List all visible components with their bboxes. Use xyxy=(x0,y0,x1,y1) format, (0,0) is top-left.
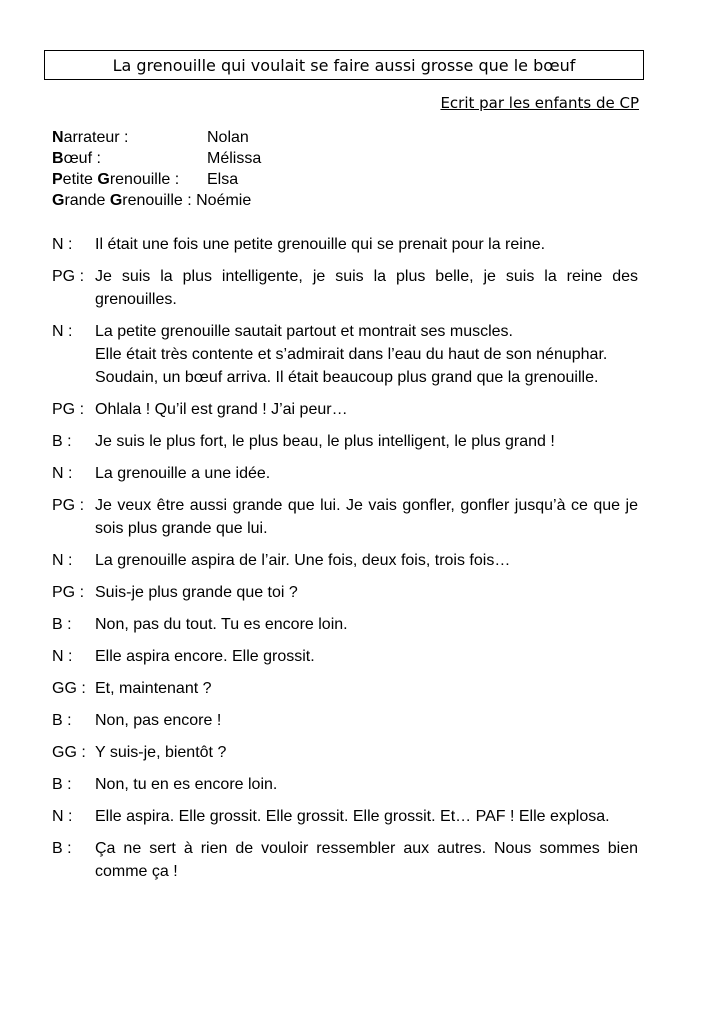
speech-text xyxy=(95,805,638,828)
dialogue-line xyxy=(52,494,638,540)
speech-text xyxy=(95,462,638,485)
dialogue-line xyxy=(52,549,638,572)
cast-row-big-frog xyxy=(52,190,251,211)
speech-text xyxy=(95,581,638,604)
speaker-label: N : xyxy=(52,808,73,825)
dialogue-line xyxy=(52,581,638,604)
speaker-label: PG : xyxy=(52,584,85,601)
speech-text xyxy=(95,549,638,572)
speaker-label: PG : xyxy=(52,497,85,514)
dialogue-line xyxy=(52,430,638,453)
speaker-label: GG : xyxy=(52,680,86,697)
dialogue-line xyxy=(52,773,638,796)
author-credit: Ecrit par les enfants de CP xyxy=(440,94,639,112)
speaker-label: N : xyxy=(52,465,73,482)
dialogue-line xyxy=(52,709,638,732)
cast-actor: Elsa xyxy=(207,171,239,188)
speech-paragraph: Et, maintenant ? xyxy=(95,680,212,697)
speech-paragraph: Y suis-je, bientôt ? xyxy=(95,744,227,761)
speaker-label: GG : xyxy=(52,744,86,761)
cast-role: Grande Grenouille : xyxy=(52,192,192,209)
speech-text xyxy=(95,398,638,421)
speech-text xyxy=(95,677,638,700)
cast-row-ox xyxy=(52,148,262,169)
dialogue-line xyxy=(52,265,638,311)
speaker-label: PG : xyxy=(52,401,85,418)
dialogue-line xyxy=(52,837,638,883)
speaker-label: PG : xyxy=(52,268,85,285)
speaker-label: N : xyxy=(52,552,73,569)
speaker-label: N : xyxy=(52,323,73,340)
speech-text xyxy=(95,430,638,453)
speech-paragraph: La grenouille aspira de l’air. Une fois, deux fois, trois fois… xyxy=(95,552,511,569)
cast-role: Petite Grenouille : xyxy=(52,171,180,188)
speaker-label: B : xyxy=(52,616,72,633)
title-box xyxy=(44,50,644,80)
dialogue-line xyxy=(52,645,638,668)
speech-paragraph: Ça ne sert à rien de vouloir ressembler aux autres. Nous sommes bien comme ça ! xyxy=(95,840,638,880)
speaker-label: B : xyxy=(52,712,72,729)
speech-text xyxy=(95,613,638,636)
speech-paragraph: Non, pas encore ! xyxy=(95,712,222,729)
cast-actor: Noémie xyxy=(196,192,252,209)
speech-paragraph: Je veux être aussi grande que lui. Je vais gonfler, gonfler jusqu’à ce que je sois plus grande que lui. xyxy=(95,497,638,537)
cast-actor: Mélissa xyxy=(207,150,262,167)
speech-text xyxy=(95,837,638,883)
dialogue-line xyxy=(52,741,638,764)
dialogue-line xyxy=(52,462,638,485)
speech-text xyxy=(95,709,638,732)
cast-role: Bœuf : xyxy=(52,150,101,167)
cast-role: Narrateur : xyxy=(52,129,129,146)
dialogue-line xyxy=(52,320,638,389)
speech-text xyxy=(95,265,638,311)
speech-paragraph: Je suis le plus fort, le plus beau, le plus intelligent, le plus grand ! xyxy=(95,433,555,450)
speech-paragraph: Il était une fois une petite grenouille qui se prenait pour la reine. xyxy=(95,236,546,253)
speaker-label: N : xyxy=(52,236,73,253)
speech-paragraph: Elle aspira encore. Elle grossit. xyxy=(95,648,315,665)
speech-paragraph: Elle était très contente et s’admirait dans l’eau du haut de son nénuphar. xyxy=(95,346,608,363)
dialogue-line xyxy=(52,613,638,636)
cast-row-narrator xyxy=(52,127,251,148)
dialogue-line xyxy=(52,233,638,256)
speech-text xyxy=(95,233,638,256)
speaker-label: B : xyxy=(52,776,72,793)
dialogue xyxy=(52,233,638,892)
speech-text xyxy=(95,741,638,764)
cast-actor: Nolan xyxy=(207,129,249,146)
speaker-label: B : xyxy=(52,433,72,450)
speech-paragraph: La petite grenouille sautait partout et montrait ses muscles. xyxy=(95,323,513,340)
speech-text xyxy=(95,494,638,540)
speech-paragraph: La grenouille a une idée. xyxy=(95,465,271,482)
speech-paragraph: Soudain, un bœuf arriva. Il était beaucoup plus grand que la grenouille. xyxy=(95,369,599,386)
speech-paragraph: Suis-je plus grande que toi ? xyxy=(95,584,298,601)
speech-paragraph: Non, tu en es encore loin. xyxy=(95,776,278,793)
speech-paragraph: Elle aspira. Elle grossit. Elle grossit. Elle grossit. Et… PAF ! Elle explosa. xyxy=(95,808,610,825)
speech-paragraph: Non, pas du tout. Tu es encore loin. xyxy=(95,616,348,633)
speech-paragraph: Ohlala ! Qu’il est grand ! J’ai peur… xyxy=(95,401,348,418)
speech-text xyxy=(95,773,638,796)
dialogue-line xyxy=(52,398,638,421)
dialogue-line xyxy=(52,677,638,700)
speech-paragraph: Je suis la plus intelligente, je suis la plus belle, je suis la reine des grenouilles. xyxy=(95,268,638,308)
dialogue-line xyxy=(52,805,638,828)
speaker-label: N : xyxy=(52,648,73,665)
cast-row-small-frog xyxy=(52,169,251,190)
cast-list xyxy=(52,127,262,211)
document-title: La grenouille qui voulait se faire aussi grosse que le bœuf xyxy=(112,55,576,75)
speaker-label: B : xyxy=(52,840,72,857)
speech-text xyxy=(95,320,638,389)
speech-text xyxy=(95,645,638,668)
